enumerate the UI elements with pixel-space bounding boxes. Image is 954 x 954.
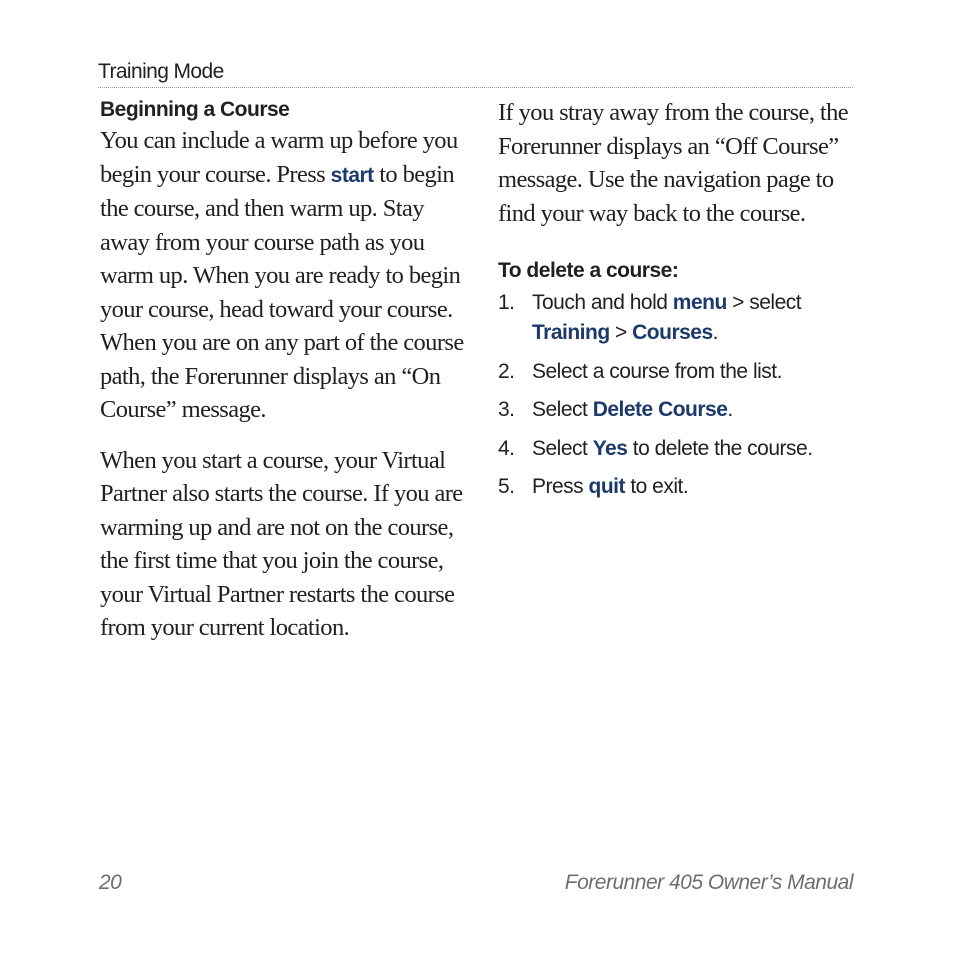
step-number: 3. (498, 398, 515, 421)
paragraph-off-course: If you stray away from the course, the Forerunner displays an “Off Course” message. Use the navigation page to find your way back to the course. (498, 99, 849, 227)
step-text: to delete the course. (627, 436, 813, 460)
keyword-delete-course: Delete Course (592, 398, 728, 421)
keyword-yes: Yes (592, 436, 628, 460)
step-text: > select (726, 291, 802, 314)
step-text: Select (532, 436, 593, 460)
step-text: Press (532, 475, 589, 498)
paragraph-text: to begin the course, and then warm up. Stay away from your course path as you warm up. When you are ready to begin your course, head toward your course. When you are on any part of the course path, the Forerunner displays an “On Course” message. (100, 160, 464, 423)
procedure-heading: To delete a course: (498, 259, 679, 282)
step-text: Touch and hold (532, 291, 673, 314)
paragraph-text: You can include a warm up before you begin your course. Press (100, 127, 458, 188)
list-item (498, 395, 863, 425)
step-text: > (609, 321, 633, 344)
step-number: 5. (498, 475, 515, 498)
header-divider (98, 87, 853, 88)
step-text: . (712, 321, 718, 344)
list-item (498, 288, 863, 348)
step-number: 2. (498, 359, 515, 383)
keyword-courses: Courses (632, 321, 713, 344)
keyword-training: Training (532, 321, 610, 344)
left-column (100, 96, 465, 662)
steps-list (498, 288, 863, 502)
manual-title: Forerunner 405 Owner’s Manual (564, 871, 853, 894)
list-item (498, 472, 863, 502)
step-number: 1. (498, 291, 515, 314)
step-text: . (727, 398, 733, 421)
keyword-start: start (330, 163, 374, 187)
step-number: 4. (498, 436, 515, 460)
paragraph-virtual-partner: When you start a course, your Virtual Partner also starts the course. If you are warming up and are not on the course, the first time that you join the course, your Virtual Partner restarts the course from your current location. (100, 446, 463, 641)
right-column (498, 96, 863, 511)
keyword-menu: menu (672, 291, 727, 314)
running-header: Training Mode (98, 60, 224, 83)
paragraph-warm-up (100, 124, 465, 427)
list-item (498, 357, 863, 387)
list-item (498, 434, 863, 464)
page-number: 20 (99, 871, 122, 894)
step-text: to exit. (625, 475, 689, 498)
step-text: Select a course from the list. (532, 359, 782, 383)
keyword-quit: quit (588, 475, 625, 498)
section-heading: Beginning a Course (100, 98, 290, 121)
step-text: Select (532, 398, 593, 421)
